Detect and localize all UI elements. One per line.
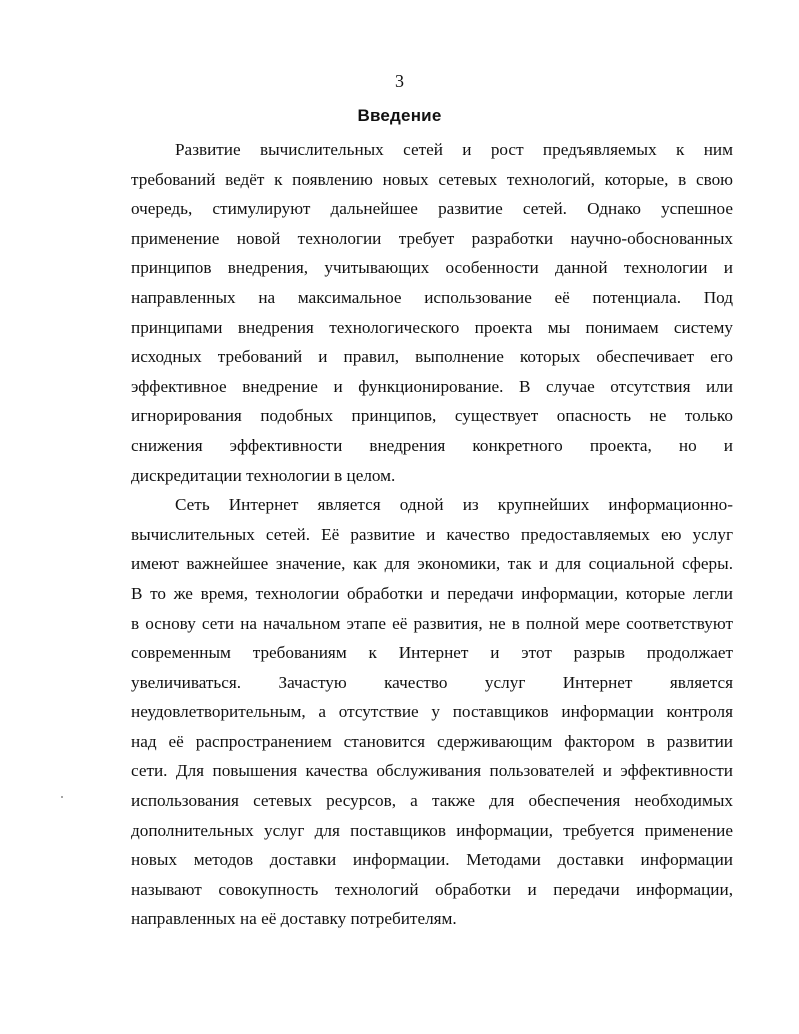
text-line: направленных на максимальное использование её потенциала. Под [131, 287, 733, 307]
text-line: новых методов доставки информации. Методами доставки информации [131, 850, 733, 870]
text-line: исходных требований и правил, выполнение которых обеспечивает его [131, 347, 733, 367]
text-line: в основу сети на начальном этапе её развития, не в полной мере соответствуют [131, 613, 733, 633]
paragraph-2 [131, 490, 733, 934]
scan-speck [61, 796, 63, 798]
text-line: направленных на её доставку потребителям. [131, 909, 457, 929]
text-line: очередь, стимулируют дальнейшее развитие сетей. Однако успешное [131, 199, 733, 219]
text-line: вычислительных сетей. Её развитие и качество предоставляемых ею услуг [131, 524, 733, 544]
text-line: игнорирования подобных принципов, существует опасность не только [131, 406, 733, 426]
text-line: увеличиваться. Зачастую качество услуг Интернет является [131, 672, 733, 692]
text-line: Сеть Интернет является одной из крупнейших информационно- [175, 495, 733, 515]
text-line: дискредитации технологии в целом. [131, 465, 396, 485]
text-line: снижения эффективности внедрения конкретного проекта, но и [131, 435, 733, 455]
text-line: сети. Для повышения качества обслуживания пользователей и эффективности [131, 761, 733, 781]
text-line: дополнительных услуг для поставщиков информации, требуется применение [131, 820, 733, 840]
text-line: требований ведёт к появлению новых сетевых технологий, которые, в свою [131, 169, 733, 189]
text-line: современным требованиям к Интернет и этот разрыв продолжает [131, 643, 733, 663]
body-text [131, 135, 733, 934]
text-line: применение новой технологии требует разработки научно-обоснованных [131, 228, 733, 248]
text-line: неудовлетворительным, а отсутствие у поставщиков информации контроля [131, 702, 733, 722]
text-line: над её распространением становится сдерживающим фактором в развитии [131, 731, 733, 751]
text-line: использования сетевых ресурсов, а также для обеспечения необходимых [131, 791, 733, 811]
section-heading: Введение [357, 106, 442, 125]
paragraph-1 [131, 135, 733, 490]
text-line: называют совокупность технологий обработки и передачи информации, [131, 879, 733, 899]
text-line: принципов внедрения, учитывающих особенности данной технологии и [131, 258, 733, 278]
text-line: Развитие вычислительных сетей и рост предъявляемых к ним [175, 140, 733, 159]
page-number: 3 [395, 71, 404, 91]
text-line: принципами внедрения технологического проекта мы понимаем систему [131, 317, 733, 337]
text-line: имеют важнейшее значение, как для экономики, так и для социальной сферы. [131, 554, 733, 574]
text-line: В то же время, технологии обработки и передачи информации, которые легли [131, 583, 733, 603]
text-line: эффективное внедрение и функционирование. В случае отсутствия или [131, 376, 733, 396]
